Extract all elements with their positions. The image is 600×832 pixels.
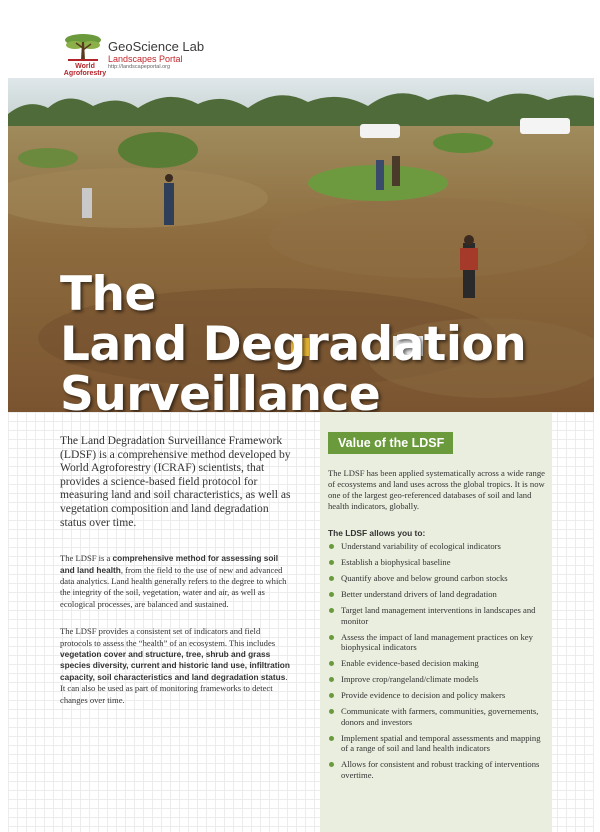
allows-heading: The LDSF allows you to: (328, 528, 426, 538)
list-item: Target land management interventions in landscapes and monitor (328, 605, 548, 626)
list-item: Establish a biophysical baseline (328, 557, 548, 568)
intro-paragraph: The Land Degradation Surveillance Framework (LDSF) is a comprehensive method developed by World Agroforestry (ICRAF) scientists, that provides a science-based field protocol for measuring land and soil characteristics, as well as vegetation composition and land degradation status over time. (60, 434, 291, 529)
p2-text-a: The LDSF provides a consistent set of indicators and field protocols to assess the “health” of an ecosystem. This includes (60, 626, 276, 648)
hero-photo (8, 78, 594, 412)
panel-body (328, 468, 548, 786)
list-item: Better understand drivers of land degradation (328, 589, 548, 600)
list-item: Allows for consistent and robust tracking of interventions overtime. (328, 759, 548, 780)
paragraph-indicators (60, 626, 292, 706)
portal-url: http://landscapeportal.org (108, 64, 171, 70)
hero-title-line-1: The (60, 267, 156, 322)
p1-bold: comprehensive method for assessing soil and land health (60, 553, 279, 575)
p1-text-a: The LDSF is a (60, 553, 113, 564)
paragraph-method (60, 553, 292, 610)
list-item: Improve crop/rangeland/climate models (328, 674, 548, 685)
value-panel (320, 412, 552, 832)
hero-title-line-2: Land Degradation (60, 317, 527, 372)
p1-text-c: , from the field to the use of new and advanced data analytics. Land health generally refers to the degree to which the integrity of the soil, vegetation, water and air, as well as ecological processes, are balanced and sustained. (60, 564, 287, 609)
page-header (0, 0, 600, 78)
list-item: Provide evidence to decision and policy makers (328, 690, 548, 701)
lab-title: GeoScience Lab (108, 39, 205, 54)
hero-title-line-3: Surveillance (60, 367, 381, 412)
left-column (60, 434, 292, 706)
list-item: Implement spatial and temporal assessments and mapping of a range of soil and land health indicators (328, 733, 548, 754)
benefits-list (328, 541, 548, 780)
org-name: World Agroforestry (63, 63, 107, 77)
p2-bold: vegetation cover and structure, tree, shrub and grass species diversity, current and historic land use, infiltration capacity, soil characteristics and land degradation status (60, 649, 290, 682)
list-item: Quantify above and below ground carbon stocks (328, 573, 548, 584)
panel-intro: The LDSF has been applied systematically across a wide range of ecosystems and land uses across the global tropics. It is now one of the largest geo-referenced databases of soil and land health indicators, globally. (328, 468, 545, 511)
list-item: Assess the impact of land management practices on key biophysical indicators (328, 632, 548, 653)
list-item: Communicate with farmers, communities, governements, donors and investors (328, 706, 548, 727)
portal-name: Landscapes Portal (108, 54, 183, 64)
hero-title (60, 267, 594, 412)
list-item: Enable evidence-based decision making (328, 658, 548, 669)
p2-text-c: . It can also be used as part of monitoring frameworks to detect changes over time. (60, 671, 288, 705)
list-item: Understand variability of ecological indicators (328, 541, 548, 552)
panel-title: Value of the LDSF (328, 432, 453, 454)
brand-block (108, 40, 204, 71)
